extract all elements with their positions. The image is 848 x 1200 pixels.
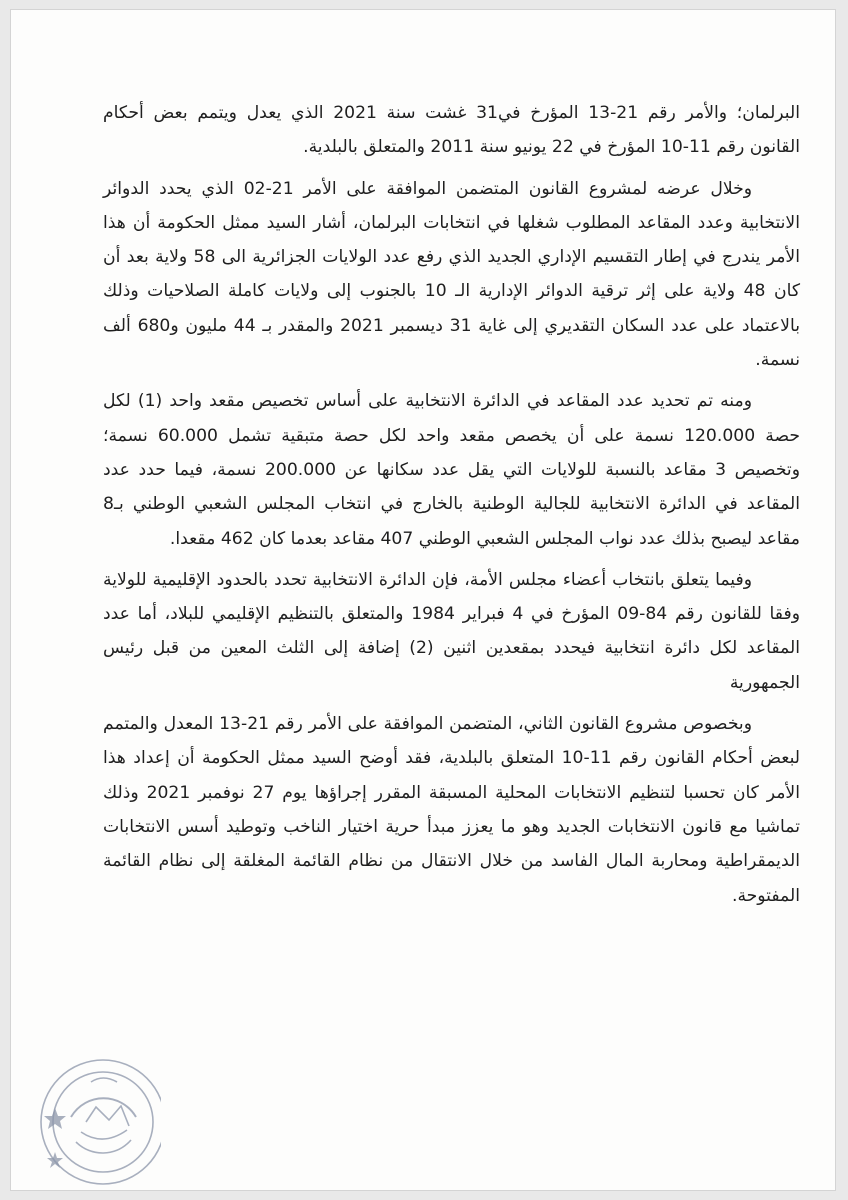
paragraph-2: وخلال عرضه لمشروع القانون المتضمن الموافقة على الأمر 21-02 الذي يحدد الدوائر الانتخابية وعدد المقاعد المطلوب شغلها في انتخابات البرلمان، أشار السيد ممثل الحكومة أن هذا الأمر يندرج في إطار التقسيم الإداري الجديد الذي رفع عدد الولايات الجزائرية الى 58 ولاية بعد أن كان 48 ولاية على إثر ترقية الدوائر الإدارية الـ 10 بالجنوب إلى ولايات كاملة الصلاحيات وذلك بالاعتماد على عدد السكان التقديري إلى غاية 31 ديسمبر 2021 والمقدر بـ 44 مليون و680 ألف نسمة. [103,178,800,371]
paragraph-1: البرلمان؛ والأمر رقم 21-13 المؤرخ في31 غشت سنة 2021 الذي يعدل ويتمم بعض أحكام القانون رقم 11-10 المؤرخ في 22 يونيو سنة 2011 والمتعلق بالبلدية. [103,103,800,158]
paragraph-3: ومنه تم تحديد عدد المقاعد في الدائرة الانتخابية على أساس تخصيص مقعد واحد (1) لكل حصة 120.000 نسمة على أن يخصص مقعد واحد لكل حصة متبقية تشمل 60.000 نسمة؛ وتخصيص 3 مقاعد بالنسبة للولايات التي يقل عدد سكانها عن 200.000 نسمة، فيما حدد عدد المقاعد في الدائرة الانتخابية للجالية الوطنية بالخارج في انتخاب المجلس الشعبي الوطني بـ8 مقاعد ليصبح بذلك عدد نواب المجلس الشعبي الوطني 407 مقاعد بعدما كان 462 مقعدا. [103,391,800,549]
paragraph-5: وبخصوص مشروع القانون الثاني، المتضمن الموافقة على الأمر رقم 21-13 المعدل والمتمم لبعض أحكام القانون رقم 11-10 المتعلق بالبلدية، فقد أوضح السيد ممثل الحكومة أن إعداد هذا الأمر كان تحسبا لتنظيم الانتخابات المحلية المسبقة المقرر إجراؤها يوم 27 نوفمبر 2021 وذلك تماشيا مع قانون الانتخابات الجديد وهو ما يعزز مبدأ حرية اختيار الناخب وتوطيد أسس الانتخابات الديمقراطية ومحاربة المال الفاسد من خلال الانتقال من نظام القائمة المغلقة إلى نظام القائمة المفتوحة. [103,714,801,906]
official-seal-stamp [31,1022,161,1191]
paragraph-4: وفيما يتعلق بانتخاب أعضاء مجلس الأمة، فإن الدائرة الانتخابية تحدد بالحدود الإقليمية للولاية وفقا للقانون رقم 84-09 المؤرخ في 4 فبراير 1984 والمتعلق بالتنظيم الإقليمي للبلاد، أما عدد المقاعد لكل دائرة انتخابية فيحدد بمقعدين اثنين (2) إضافة إلى الثلث المعين من قبل رئيس الجمهورية [103,569,800,693]
document-page [10,9,836,1191]
document-body [103,96,800,920]
